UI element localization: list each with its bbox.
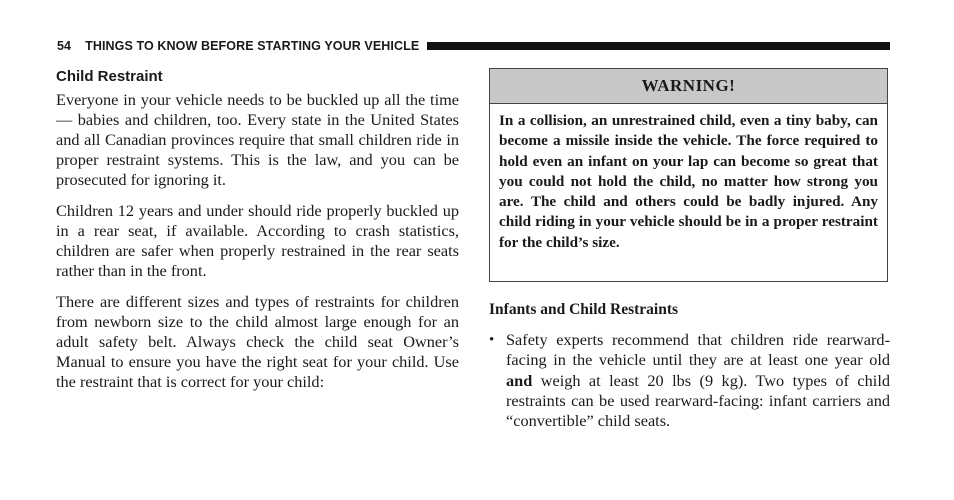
paragraph-rear-seat: Children 12 years and under should ride properly buckled up in a rear seat, if available. According to crash statistics, children are safer when properly restrained in the rear seats rather than in the front.	[56, 201, 459, 280]
warning-box	[489, 68, 888, 282]
header-rule	[427, 42, 890, 50]
paragraph-restraint-types: There are different sizes and types of restraints for children from newborn size to the child almost large enough for an adult safety belt. Always check the child seat Owner’s Manual to ensure you have the right seat for your child. Use the restraint that is correct for your child:	[56, 292, 459, 391]
right-column	[489, 300, 890, 431]
list-item	[489, 330, 890, 431]
running-title: THINGS TO KNOW BEFORE STARTING YOUR VEHICLE	[85, 39, 420, 53]
left-column	[56, 67, 459, 403]
warning-body: In a collision, an unrestrained child, even a tiny baby, can become a missile inside the vehicle. The force required to hold even an infant on your lap can become so great that you could not hold the child, no matter how strong you are. The child and others could be badly injured. Any child riding in your vehicle should be in a proper restraint for the child’s size.	[499, 112, 878, 251]
bullet-text-after: weigh at least 20 lbs (9 kg). Two types of child restraints can be used rearward-facing: infant carriers and “convertible” child seats.	[506, 370, 890, 431]
bullet-text-before: Safety experts recommend that children ride rearward-facing in the vehicle until they are at least one year old	[506, 330, 890, 370]
bullet-icon: •	[489, 332, 495, 348]
page-number: 54	[57, 39, 72, 53]
bullet-text-emphasis: and	[506, 370, 533, 390]
section-heading-child-restraint: Child Restraint	[56, 68, 163, 85]
warning-title: WARNING!	[490, 69, 887, 104]
running-header	[57, 37, 890, 55]
sub-heading-infants: Infants and Child Restraints	[489, 301, 679, 318]
paragraph-buckle-up: Everyone in your vehicle needs to be buckled up all the time — babies and children, too. Every state in the United States and all Canadian provinces require that small children ride in proper restraint systems. This is the law, and you can be prosecuted for ignoring it.	[56, 90, 459, 189]
bullet-text	[506, 330, 890, 431]
